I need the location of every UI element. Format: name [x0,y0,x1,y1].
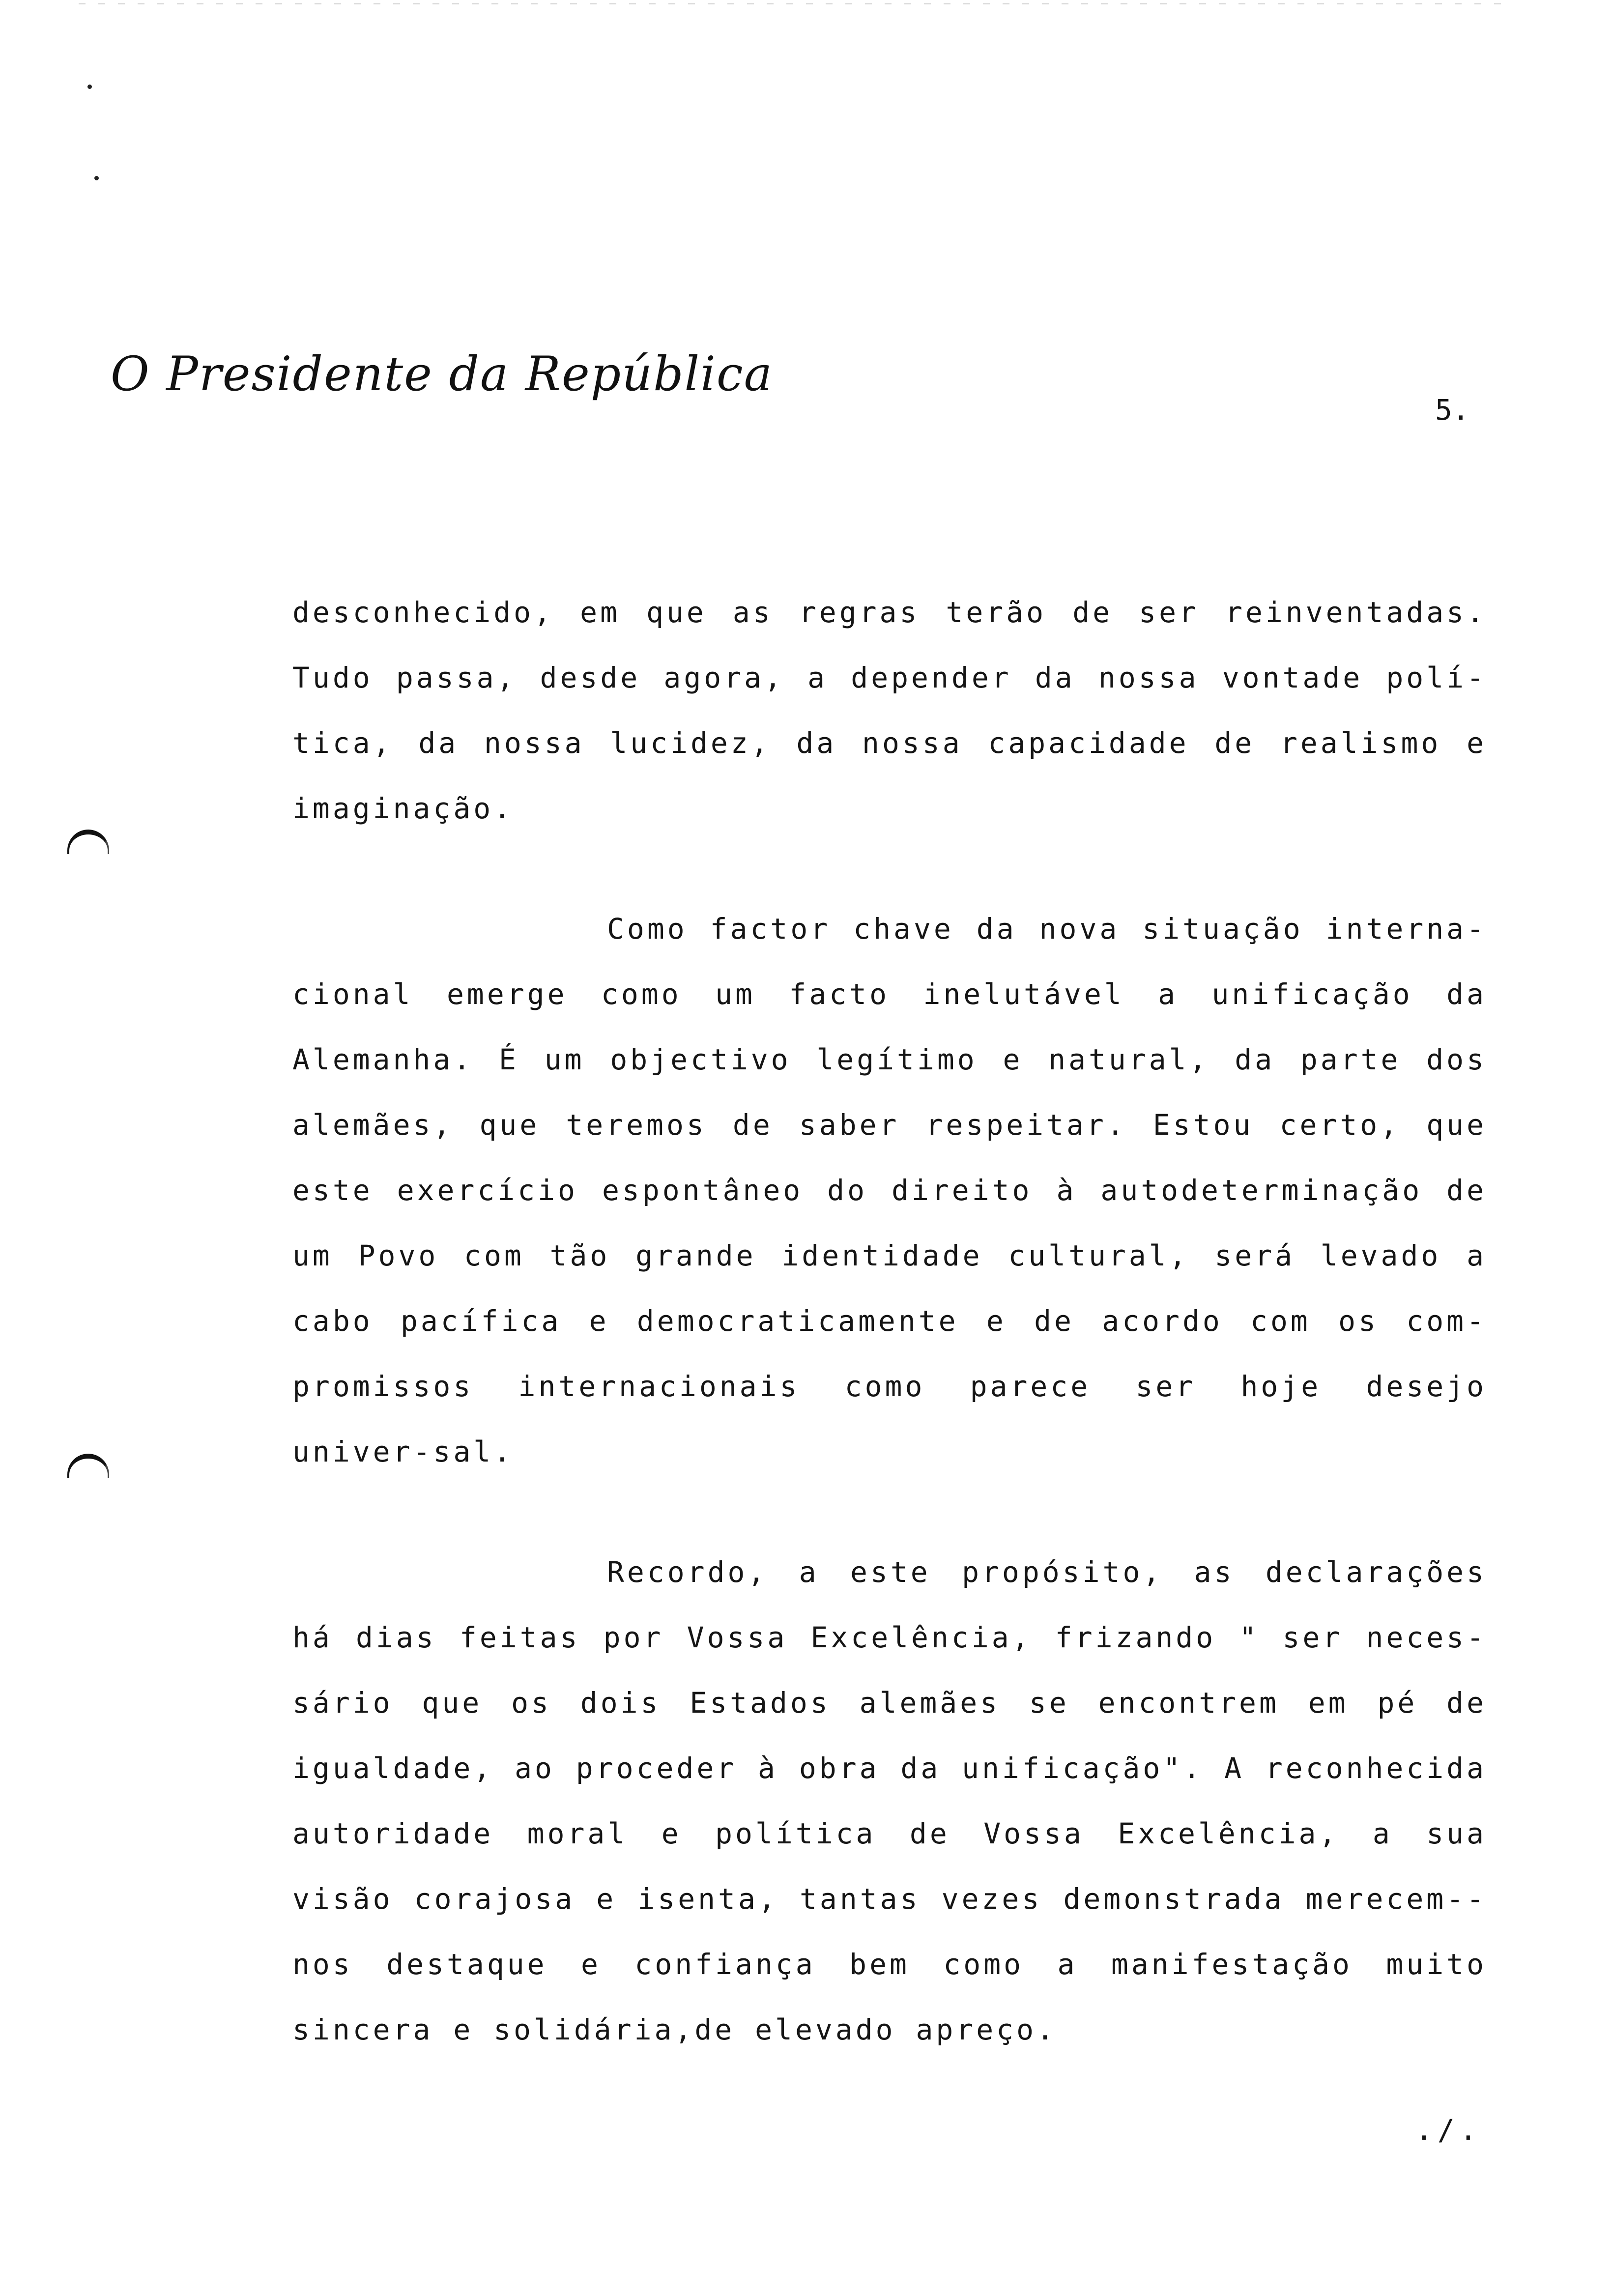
scan-speck [87,85,92,89]
paragraph: Recordo, a este propósito, as declarações há dias feitas por Vossa Excelência, frizando " ser neces-sário que os dois Estados alemães se encontrem em pé de igualdade, ao proceder à obra da unificação". A reconhecida autoridade moral e política de Vossa Excelência, a sua visão corajosa e isenta, tantas vezes demonstrada merecem--nos destaque e confiança bem como a manifestação muito sincera e solidária,de elevado apreço. [292,1555,1487,2046]
scan-speck [94,176,99,180]
punch-hole-mark [67,1454,109,1478]
paragraph: Como factor chave da nova situação interna-cional emerge como um facto inelutável a unificação da Alemanha. É um objectivo legítimo e natural, da parte dos alemães, que teremos de saber respeitar. Estou certo, que este exercício espontâneo do direito à autodeterminação de um Povo com tão grande identidade cultural, será levado a cabo pacífica e democraticamente e de acordo com os com-promissos internacionais como parece ser hoje desejo univer-sal. [292,912,1487,1468]
paragraph: desconhecido, em que as regras terão de ser reinventadas. Tudo passa, desde agora, a depender da nossa vontade polí-tica, da nossa lucidez, da nossa capacidade de realismo e imaginação. [292,596,1487,825]
continuation-mark: ./. [1415,2113,1482,2147]
letterhead: O Presidente da República [111,346,773,402]
scan-edge-noise [79,3,1504,4]
page-number: 5. [1435,393,1469,427]
letter-body [292,580,1487,2063]
punch-hole-mark [67,830,109,854]
